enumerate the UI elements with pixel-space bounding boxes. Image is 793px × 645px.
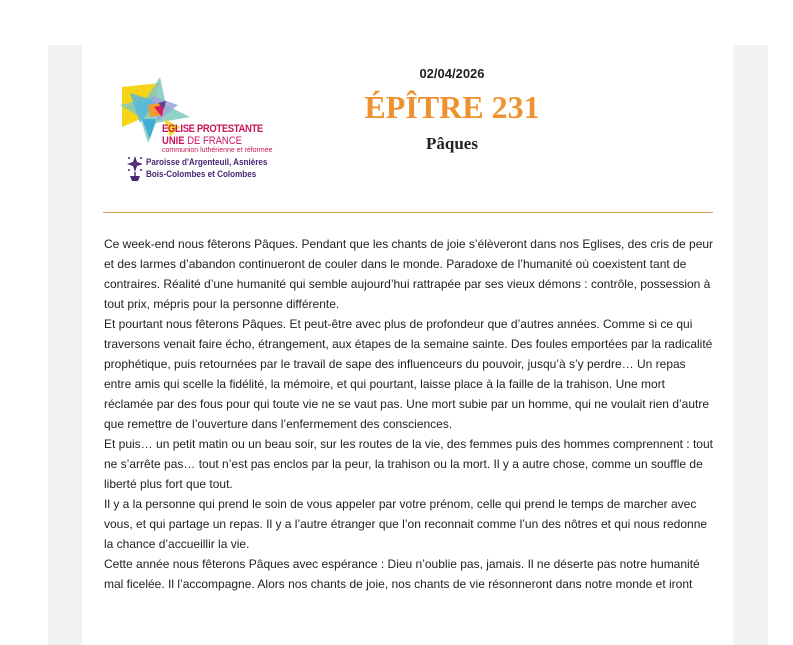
org-name-unie: UNIE [162, 135, 185, 147]
parish-logo [120, 75, 280, 185]
newsletter-page [82, 45, 733, 645]
issue-date: 02/04/2026 [419, 66, 485, 81]
paragraph: Et pourtant nous fêterons Pâques. Et peut-être avec plus de profondeur que d’autres années. Comme si ce qui traversons venait faire écho, étrangement, aux étapes de la semaine sainte. Des foules emportées par la radicalité prophétique, puis retournées par le travail de sape des influenceurs du pouvoir, jusqu’à s’y perdre… Un repas entre amis qui scelle la fidélité, la mémoire, et qui pourtant, laisse place à la faille de la trahison. Une mort réclamée par des fous pour qui toute vie ne se vaut pas. Une mort subie par un homme, qui ne voulait rien d’autre que remettre de l’ouverture dans l’enfermement des consciences. [104, 317, 713, 431]
org-name-france: DE FRANCE [184, 135, 242, 147]
page-title: ÉPÎTRE 231 [364, 89, 540, 125]
page-subtitle: Pâques [426, 134, 478, 153]
header-divider [103, 212, 713, 213]
paragraph: Il y a la personne qui prend le soin de vous appeler par votre prénom, celle qui prend le temps de marcher avec vous, et qui partage un repas. Il y a l’autre étranger que l’on reconnait comme l’un des nôtres et qui nous redonne la chance d’accueillir la vie. [104, 497, 708, 551]
parish-name-line1: Paroisse d'Argenteuil, Asnières [146, 157, 268, 167]
article-body [104, 234, 716, 594]
org-name-line2 [162, 135, 242, 147]
paragraph: Ce week-end nous fêterons Pâques. Pendant que les chants de joie s’élèveront dans nos Eglises, des cris de peur et des larmes d’abandon continueront de couler dans le monde. Paradoxe de l’humanité où coexistent tant de contraires. Réalité d’une humanité qui semble aujourd’hui rattrapée par ses vieux démons : contrôle, possession à tout prix, mépris pour la personne différente. [104, 237, 714, 311]
parish-name-line2: Bois-Colombes et Colombes [146, 169, 257, 179]
newsletter-header [82, 45, 733, 212]
paragraph: Et puis… un petit matin ou un beau soir, sur les routes de la vie, des femmes puis des hommes comprennent : tout ne s’arrête pas… tout n’est pas enclos par la peur, la trahison ou la mort. Il y a autre chose, comme un souffle de liberté plus fort que tout. [104, 437, 713, 491]
org-name-line1: EGLISE PROTESTANTE [162, 123, 263, 135]
huguenot-cross-icon [126, 155, 144, 183]
org-tagline: communion luthérienne et réformée [162, 147, 273, 154]
paragraph: Cette année nous fêterons Pâques avec espérance : Dieu n’oublie pas, jamais. Il ne déserte pas notre humanité mal ficelée. Il l’accompagne. Alors nos chants de joie, nos chants de vie résonneront dans notre monde et iront [104, 557, 700, 591]
